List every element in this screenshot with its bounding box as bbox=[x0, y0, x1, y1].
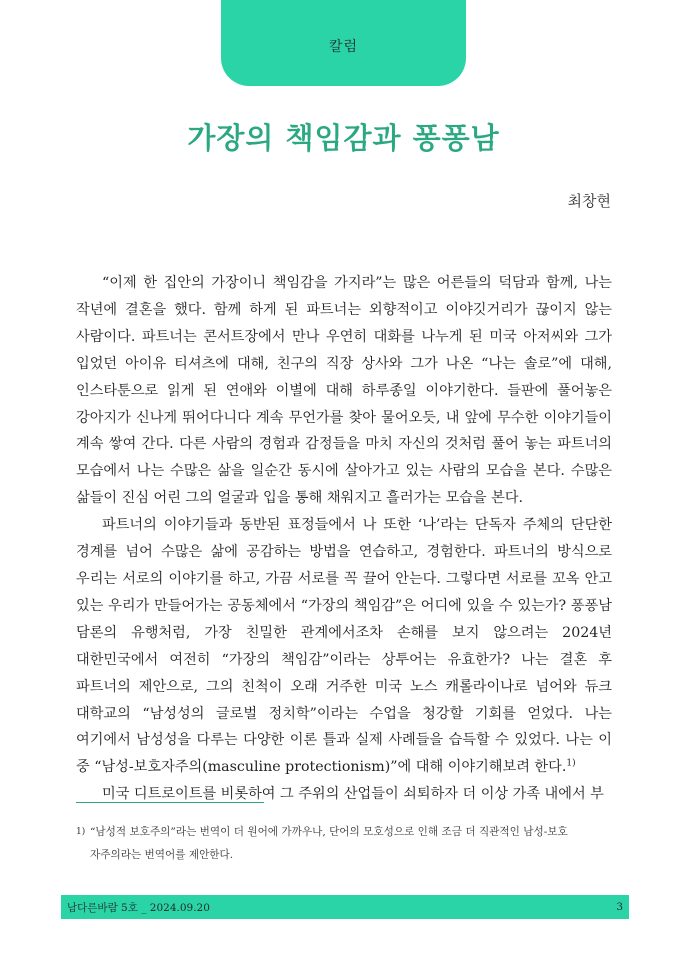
article-author: 최창현 bbox=[567, 192, 611, 210]
footnote-divider bbox=[76, 802, 264, 803]
footnote-reference[interactable]: 1) bbox=[566, 758, 576, 769]
footnote-text: “남성적 보호주의”라는 번역이 더 원어에 가까우나, 단어의 모호성으로 인해 조금 더 직관적인 남성-보호 bbox=[90, 826, 568, 838]
paragraph: 미국 디트로이트를 비롯하여 그 주위의 산업들이 쇠퇴하자 더 이상 가족 내에서 부 bbox=[102, 786, 604, 803]
paragraph: “이제 한 집안의 가장이니 책임감을 가지라”는 많은 어른들의 덕담과 함께, 나는 작년에 결혼을 했다. 함께 하게 된 파트너는 외향적이고 이야깃거리가 끊이지 않는 사람이다. 파트너는 콘서트장에서 만나 우연히 대화를 나누게 된 미국 아저씨와 그가 입었던 아이유 티셔츠에 대해, 친구의 직장 상사와 그가 나온 “나는 솔로”에 대해, 인스타툰으로 읽게 된 연애와 이별에 대해 하루종일 이야기한다. 들판에 풀어놓은 강아지가 신나게 뛰어다니다 계속 무언가를 찾아 물어오듯, 내 앞에 무수한 이야기들이 계속 쌓여 간다. 다른 사람의 경험과 감정들을 마치 자신의 것처럼 풀어 놓는 파트너의 모습에서 나는 수많은 삶을 일순간 동시에 살아가고 있는 사람의 모습을 본다. 수많은 삶들이 진심 어린 그의 얼굴과 입을 통해 채워지고 흘러가는 모습을 본다. bbox=[76, 275, 612, 507]
footnote bbox=[76, 821, 616, 867]
footnote-number: 1) bbox=[76, 827, 86, 837]
article-title: 가장의 책임감과 퐁퐁남 bbox=[187, 121, 500, 155]
footnote-line: 자주의라는 번역어를 제안한다. bbox=[90, 849, 234, 861]
section-tab-label: 칼럼 bbox=[328, 39, 359, 55]
publication-info: 남다른바람 5호 _ 2024.09.20 bbox=[67, 901, 210, 914]
section-tab bbox=[221, 0, 466, 86]
footnote-line bbox=[76, 821, 616, 844]
page-footer bbox=[61, 895, 629, 919]
paragraph-text: 파트너의 이야기들과 동반된 표정들에서 나 또한 ‘나’라는 단독자 주체의 단단한 경계를 넘어 수많은 삶에 공감하는 방법을 연습하고, 경험한다. 파트너의 방식으로 우리는 서로의 이야기를 하고, 가끔 서로를 꼭 끌어 안는다. 그렇다면 서로를 꼬옥 안고 있는 우리가 만들어가는 공동체에서 “가장의 책임감”은 어디에 있을 수 있는가? 퐁퐁남 담론의 유행처럼, 가장 친밀한 관계에서조차 손해를 보지 않으려는 2024년 대한민국에서 여전히 “가장의 책임감”이라는 상투어는 유효한가? 나는 결혼 후 파트너의 제안으로, 그의 친척이 오래 거주한 미국 노스 캐롤라이나로 넘어와 듀크 대학교의 “남성성의 글로벌 정치학”이라는 수업을 청강할 기회를 얻었다. 나는 여기에서 남성성을 다루는 다양한 이론 틀과 실제 사례들을 습득할 수 있었다. 나는 이 중 “남성-보호자주의(masculine protectionism)”에 대해 이야기해보려 한다. bbox=[76, 517, 612, 776]
article-body bbox=[76, 270, 612, 808]
page-number: 3 bbox=[616, 901, 623, 913]
paragraph bbox=[76, 512, 612, 781]
